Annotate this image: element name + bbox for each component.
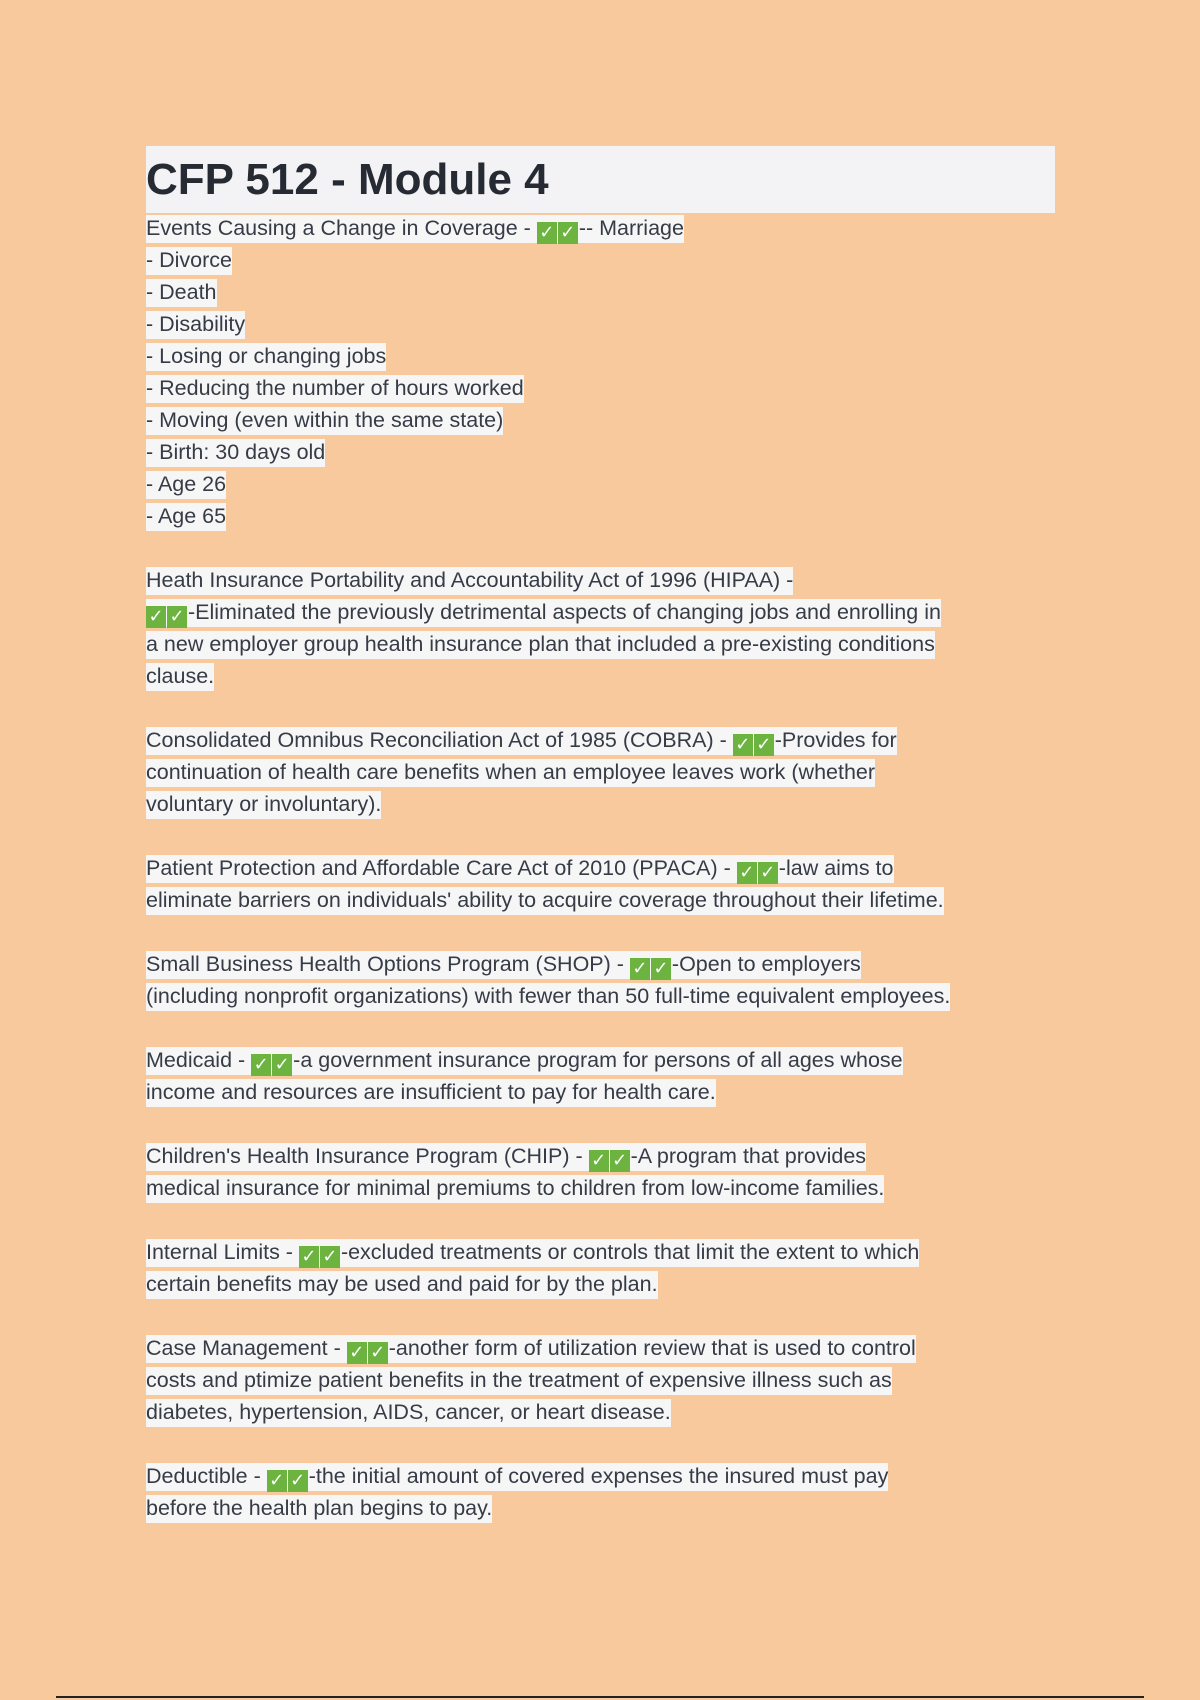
check-mark-icon: ✓ — [758, 862, 778, 884]
text-line — [146, 1044, 1066, 1076]
text-line — [146, 1172, 1066, 1204]
check-mark-icon: ✓ — [754, 734, 774, 756]
text-line — [146, 372, 1066, 404]
text-line — [146, 404, 1066, 436]
answer-text: -Provides for — [774, 728, 897, 752]
check-mark-icon: ✓ — [737, 862, 757, 884]
text-line — [146, 948, 1066, 980]
highlighted-text — [146, 1079, 716, 1107]
text-line — [146, 276, 1066, 308]
text-line — [146, 468, 1066, 500]
text-line — [146, 564, 1066, 596]
line-text: - Losing or changing jobs — [146, 344, 387, 368]
line-text: - Reducing the number of hours worked — [146, 376, 524, 400]
text-line — [146, 724, 1066, 756]
text-line — [146, 980, 1066, 1012]
highlighted-text — [146, 1047, 903, 1075]
line-text: Children's Health Insurance Program (CHIP) - — [146, 1144, 589, 1168]
line-text: - Divorce — [146, 248, 233, 272]
line-text: - Death — [146, 280, 217, 304]
line-text: continuation of health care benefits when an employee leaves work (whether — [146, 760, 876, 784]
text-line — [146, 1140, 1066, 1172]
line-text: Internal Limits - — [146, 1240, 299, 1264]
highlighted-text — [146, 567, 793, 595]
text-line — [146, 340, 1066, 372]
highlighted-text — [146, 1239, 919, 1267]
line-text: Patient Protection and Affordable Care Act of 2010 (PPACA) - — [146, 856, 737, 880]
text-line — [146, 212, 1066, 244]
highlighted-text — [146, 599, 941, 627]
highlighted-text — [146, 631, 935, 659]
text-line — [146, 660, 1066, 692]
line-text: Small Business Health Options Program (SHOP) - — [146, 952, 630, 976]
highlighted-text — [146, 1399, 671, 1427]
check-mark-icon: ✓ — [167, 606, 187, 628]
text-line — [146, 1492, 1066, 1524]
highlighted-text — [146, 1143, 866, 1171]
page-bottom-divider — [56, 1696, 1144, 1698]
flashcard-entry — [146, 212, 1066, 532]
line-text: voluntary or involuntary). — [146, 792, 382, 816]
highlighted-text — [146, 343, 386, 371]
flashcard-entry — [146, 1460, 1066, 1524]
text-line — [146, 244, 1066, 276]
text-line — [146, 1332, 1066, 1364]
line-text: medical insurance for minimal premiums to children from low-income families. — [146, 1176, 885, 1200]
line-text: - Age 65 — [146, 504, 227, 528]
page-title: CFP 512 - Module 4 — [146, 155, 549, 204]
answer-text: -law aims to — [778, 856, 894, 880]
line-text: Medicaid - — [146, 1048, 252, 1072]
text-line — [146, 596, 1066, 628]
text-line — [146, 500, 1066, 532]
check-mark-icon: ✓ — [288, 1470, 308, 1492]
line-text: Case Management - — [146, 1336, 347, 1360]
text-line — [146, 756, 1066, 788]
highlighted-text — [146, 983, 950, 1011]
highlighted-text — [146, 215, 684, 243]
answer-text: -another form of utilization review that is used to control — [388, 1336, 916, 1360]
check-mark-icon: ✓ — [320, 1246, 340, 1268]
answer-text: -Eliminated the previously detrimental aspects of changing jobs and enrolling in — [188, 600, 941, 624]
flashcard-entry — [146, 1236, 1066, 1300]
check-mark-icon: ✓ — [733, 734, 753, 756]
highlighted-text — [146, 1271, 658, 1299]
text-line — [146, 1364, 1066, 1396]
highlighted-text — [146, 1463, 888, 1491]
check-mark-icon: ✓ — [299, 1246, 319, 1268]
text-line — [146, 1076, 1066, 1108]
highlighted-text — [146, 311, 245, 339]
line-text: - Age 26 — [146, 472, 227, 496]
flashcard-entry — [146, 948, 1066, 1012]
flashcard-entry — [146, 564, 1066, 692]
line-text: diabetes, hypertension, AIDS, cancer, or heart disease. — [146, 1400, 671, 1424]
text-line — [146, 1236, 1066, 1268]
check-mark-icon: ✓ — [610, 1150, 630, 1172]
highlighted-text — [146, 791, 381, 819]
text-line — [146, 436, 1066, 468]
text-line — [146, 788, 1066, 820]
highlighted-text — [146, 855, 894, 883]
highlighted-text — [146, 727, 897, 755]
check-mark-icon: ✓ — [589, 1150, 609, 1172]
highlighted-text — [146, 1495, 492, 1523]
check-mark-icon: ✓ — [347, 1342, 367, 1364]
highlighted-text — [146, 1367, 892, 1395]
answer-text: -- Marriage — [578, 216, 684, 240]
check-mark-icon: ✓ — [267, 1470, 287, 1492]
line-text: - Disability — [146, 312, 246, 336]
highlighted-text — [146, 663, 214, 691]
highlighted-text — [146, 439, 325, 467]
check-mark-icon: ✓ — [251, 1054, 271, 1076]
line-text: - Moving (even within the same state) — [146, 408, 504, 432]
line-text: before the health plan begins to pay. — [146, 1496, 493, 1520]
answer-text: -A program that provides — [630, 1144, 867, 1168]
check-mark-icon: ✓ — [272, 1054, 292, 1076]
flashcard-entry — [146, 852, 1066, 916]
highlighted-text — [146, 759, 875, 787]
check-mark-icon: ✓ — [558, 222, 578, 244]
line-text: - Birth: 30 days old — [146, 440, 326, 464]
text-line — [146, 884, 1066, 916]
highlighted-text — [146, 951, 861, 979]
check-mark-icon: ✓ — [146, 606, 166, 628]
line-text: income and resources are insufficient to pay for health care. — [146, 1080, 716, 1104]
highlighted-text — [146, 279, 217, 307]
line-text: costs and ptimize patient benefits in the treatment of expensive illness such as — [146, 1368, 892, 1392]
answer-text: -excluded treatments or controls that limit the extent to which — [340, 1240, 920, 1264]
highlighted-text — [146, 887, 944, 915]
flashcard-list — [146, 212, 1066, 1556]
check-mark-icon: ✓ — [368, 1342, 388, 1364]
text-line — [146, 1268, 1066, 1300]
check-mark-icon: ✓ — [537, 222, 557, 244]
flashcard-entry — [146, 1044, 1066, 1108]
line-text: certain benefits may be used and paid for by the plan. — [146, 1272, 658, 1296]
check-mark-icon: ✓ — [651, 958, 671, 980]
flashcard-entry — [146, 724, 1066, 820]
text-line — [146, 308, 1066, 340]
line-text: (including nonprofit organizations) with fewer than 50 full-time equivalent employees. — [146, 984, 951, 1008]
highlighted-text — [146, 247, 232, 275]
highlighted-text — [146, 1335, 916, 1363]
answer-text: -the initial amount of covered expenses the insured must pay — [308, 1464, 889, 1488]
text-line — [146, 1396, 1066, 1428]
answer-text: -Open to employers — [671, 952, 861, 976]
text-line — [146, 628, 1066, 660]
text-line — [146, 1460, 1066, 1492]
line-text: a new employer group health insurance plan that included a pre-existing conditions — [146, 632, 935, 656]
line-text: clause. — [146, 664, 215, 688]
text-line — [146, 852, 1066, 884]
line-text: Deductible - — [146, 1464, 267, 1488]
flashcard-entry — [146, 1140, 1066, 1204]
highlighted-text — [146, 375, 524, 403]
highlighted-text — [146, 503, 226, 531]
highlighted-text — [146, 1175, 884, 1203]
highlighted-text — [146, 407, 503, 435]
flashcard-entry — [146, 1332, 1066, 1428]
line-text: eliminate barriers on individuals' ability to acquire coverage throughout their lifetime. — [146, 888, 944, 912]
check-mark-icon: ✓ — [630, 958, 650, 980]
answer-text: -a government insurance program for persons of all ages whose — [293, 1048, 903, 1072]
highlighted-text — [146, 471, 226, 499]
line-text: Heath Insurance Portability and Accountability Act of 1996 (HIPAA) - — [146, 568, 794, 592]
line-text: Events Causing a Change in Coverage - — [146, 216, 537, 240]
line-text: Consolidated Omnibus Reconciliation Act of 1985 (COBRA) - — [146, 728, 733, 752]
